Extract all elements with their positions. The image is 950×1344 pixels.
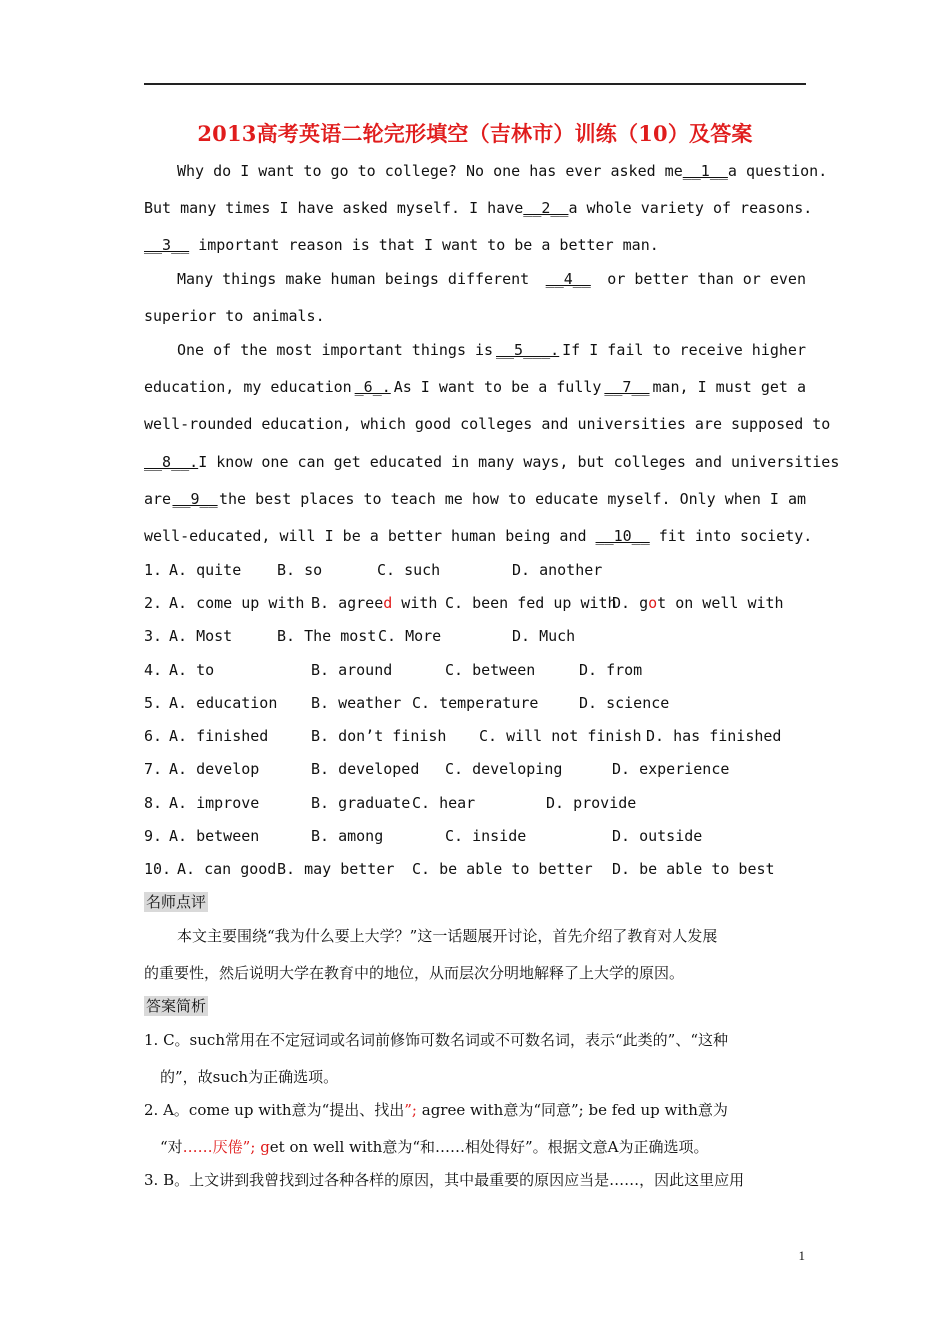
option-b: B. around [311, 661, 393, 679]
option-number: 8. [144, 794, 163, 812]
option-a: A. improve [169, 794, 260, 812]
comment-text: 本文主要围绕“我为什么要上大学？”这一话题展开讨论，首先介绍了教育对人发展 [177, 927, 718, 945]
answer-2-cont: “对……厌倦”; get on well with意为“和……相处得好”。根据文意A为正确选项。 [160, 1138, 709, 1156]
option-d: D. another [512, 561, 603, 579]
header-rule [144, 83, 806, 85]
option-a: A. come up with [169, 594, 305, 612]
blank-1: __1__ [682, 162, 728, 180]
blank-5: __5___. [496, 341, 560, 359]
option-d: D. got on well with [612, 594, 784, 612]
option-a: A. develop [169, 760, 260, 778]
option-a: A. between [169, 827, 260, 845]
option-c: C. between [445, 661, 536, 679]
option-number: 3. [144, 627, 163, 645]
passage-line: well-rounded education, which good colleges and universities are supposed to [144, 415, 831, 433]
passage-line: __3__ important reason is that I want to be a better man. [144, 236, 659, 254]
blank-9: __9__ [172, 490, 218, 508]
option-c: C. More [378, 627, 442, 645]
option-b: B. weather [311, 694, 402, 712]
option-a: A. Most [169, 627, 233, 645]
option-c: C. been fed up with [445, 594, 617, 612]
passage-line: __8__. I know one can get educated in many ways, but colleges and universities [144, 453, 840, 471]
option-number: 4. [144, 661, 163, 679]
passage-line: well-educated, will I be a better human being and __10__ fit into society. [144, 527, 813, 545]
page-number: 1 [798, 1248, 805, 1263]
passage-line: Why do I want to go to college? No one has ever asked me __1__ a question. [177, 162, 828, 180]
option-b: B. among [311, 827, 384, 845]
blank-2: __2__ [523, 199, 569, 217]
option-number: 9. [144, 827, 163, 845]
option-c: C. such [377, 561, 441, 579]
passage-line: Many things make human beings different __4__ or better than or even [177, 270, 806, 288]
option-a: A. finished [169, 727, 269, 745]
option-b: B. graduate [311, 794, 411, 812]
answer-3: 3. B。上文讲到我曾找到过各种各样的原因，其中最重要的原因应当是……，因此这里应用 [144, 1171, 745, 1189]
option-b: B. agreed with [311, 594, 438, 612]
option-a: A. education [169, 694, 278, 712]
comment-text: 的重要性，然后说明大学在教育中的地位，从而层次分明地解释了上大学的原因。 [144, 964, 685, 982]
option-d: D. be able to best [612, 860, 775, 878]
blank-4: __4__ [545, 270, 591, 288]
option-b: B. The most [277, 627, 377, 645]
passage-line: One of the most important things is __5___. If I fail to receive higher [177, 341, 806, 359]
option-b: B. so [277, 561, 323, 579]
option-number: 1. [144, 561, 163, 579]
option-b: B. may better [277, 860, 395, 878]
option-c: C. inside [445, 827, 527, 845]
option-d: D. outside [612, 827, 703, 845]
option-a: A. quite [169, 561, 242, 579]
option-number: 2. [144, 594, 163, 612]
answer-2: 2. A。come up with意为“提出、找出”; agree with意为“同意”; be fed up with意为 [144, 1101, 728, 1119]
blank-6: _6_. [354, 378, 391, 396]
blank-7: __7__ [604, 378, 650, 396]
passage-line: But many times I have asked myself. I have __2__ a whole variety of reasons. [144, 199, 813, 217]
option-a: A. can good [177, 860, 277, 878]
blank-3: __3__ [144, 236, 190, 254]
option-a: A. to [169, 661, 215, 679]
option-c: C. developing [445, 760, 563, 778]
option-b: B. don’t finish [311, 727, 447, 745]
option-c: C. temperature [412, 694, 539, 712]
passage-line: superior to animals. [144, 307, 325, 325]
option-c: C. will not finish [479, 727, 642, 745]
option-d: D. Much [512, 627, 576, 645]
option-d: D. science [579, 694, 670, 712]
option-number: 10. [144, 860, 172, 878]
option-b: B. developed [311, 760, 420, 778]
option-number: 5. [144, 694, 163, 712]
comment-heading: 名师点评 [146, 893, 207, 911]
option-number: 6. [144, 727, 163, 745]
option-d: D. provide [546, 794, 637, 812]
passage-line: are __9__ the best places to teach me how to educate myself. Only when I am [144, 490, 806, 508]
option-d: D. has finished [646, 727, 782, 745]
blank-10: __10__ [595, 527, 650, 545]
passage-line: education, my education _6_. As I want to be a fully __7__ man, I must get a [144, 378, 806, 396]
answer-heading: 答案简析 [146, 997, 207, 1015]
option-number: 7. [144, 760, 163, 778]
answer-1: 1. C。such常用在不定冠词或名词前修饰可数名词或不可数名词，表示“此类的”、“这种 [144, 1031, 728, 1049]
option-c: C. hear [412, 794, 476, 812]
blank-8: __8__. [144, 453, 199, 471]
option-d: D. from [579, 661, 643, 679]
answer-1-cont: 的”，故such为正确选项。 [160, 1068, 339, 1086]
option-d: D. experience [612, 760, 730, 778]
option-c: C. be able to better [412, 860, 593, 878]
page-title: 2013高考英语二轮完形填空（吉林市）训练（10）及答案 [197, 121, 753, 146]
